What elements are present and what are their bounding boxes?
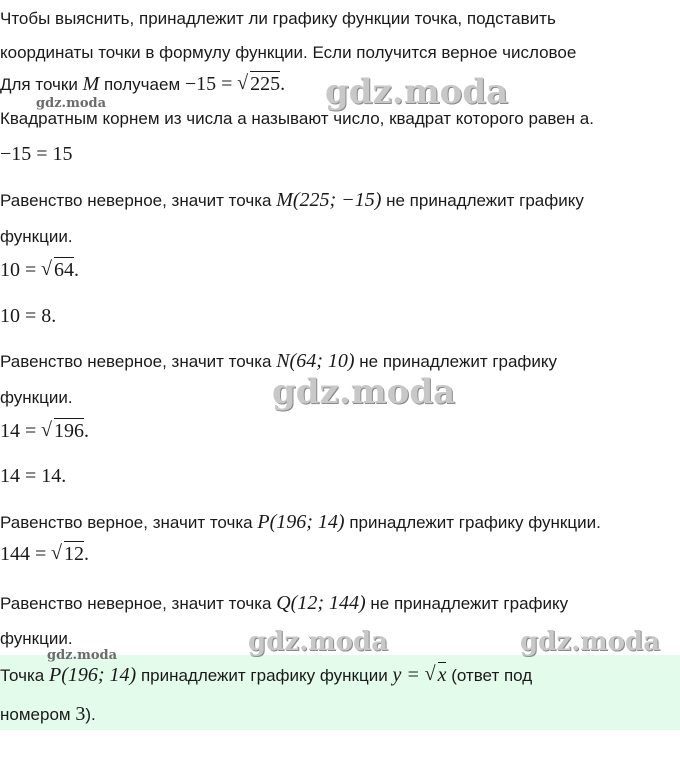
point-n-verdict-b: не принадлежит графику (359, 352, 558, 371)
point-q-verdict-b: не принадлежит графику (370, 594, 569, 613)
answer-middle: принадлежит графику функции (140, 666, 388, 685)
point-m-middle: получаем (103, 75, 181, 94)
intro-line-2: координаты точки в формулу функции. Если получится верное числовое (0, 43, 577, 62)
watermark-logo: gdz.moda (272, 372, 456, 412)
point-n-verdict (0, 350, 557, 373)
answer-func: y = (392, 664, 420, 686)
point-q-verdict (0, 592, 568, 615)
point-p-verdict-a: Равенство верное, значит точка (0, 513, 253, 532)
point-q-verdict-a: Равенство неверное, значит точка (0, 594, 272, 613)
point-q-coords: Q(12; 144) (276, 592, 366, 614)
point-m-prefix: Для точки (0, 75, 78, 94)
watermark-logo: gdz.moda (325, 72, 509, 112)
sqrt-definition: Квадратным корнем из числа a называют число, квадрат которого равен a. (0, 109, 594, 128)
point-m-equality: −15 = 15 (0, 143, 73, 165)
watermark-logo: gdz.moda (248, 627, 389, 657)
sqrt-12 (51, 543, 84, 565)
point-q-verdict-c: функции. (0, 629, 73, 648)
point-m-substitution (0, 73, 285, 96)
answer-suffix: (ответ под (451, 666, 533, 685)
sqrt-64 (41, 259, 74, 281)
point-n-substitution (0, 259, 79, 282)
sqrt-x (425, 664, 447, 686)
answer-box (0, 655, 680, 730)
watermark-small: gdz.moda (47, 648, 118, 663)
intro-line-1: Чтобы выяснить, принадлежит ли графику функции точка, подставить (0, 9, 556, 28)
point-m-end: . (280, 73, 286, 95)
answer-line-1 (0, 664, 532, 687)
point-p-substitution (0, 420, 89, 443)
sqrt-64-radicand: 64 (54, 259, 75, 281)
point-q-end: . (84, 543, 90, 565)
point-p-lhs: 14 = (0, 420, 37, 442)
point-m-verdict-b: не принадлежит графику (386, 191, 584, 210)
point-m-name: M (82, 73, 100, 95)
point-n-coords: N(64; 10) (276, 350, 355, 372)
sqrt-225-radicand: 225 (250, 73, 281, 95)
point-n-end: . (74, 259, 80, 281)
point-n-lhs: 10 = (0, 259, 37, 281)
answer-number: 3 (75, 703, 86, 725)
answer-prefix: Точка (0, 666, 45, 685)
answer-point: P(196; 14) (49, 664, 137, 686)
point-p-verdict (0, 511, 601, 534)
point-p-equality: 14 = 14. (0, 465, 67, 487)
answer-line-2-a: номером (0, 705, 71, 724)
point-m-coords: M(225; −15) (276, 189, 382, 211)
sqrt-196-radicand: 196 (54, 420, 85, 442)
sqrt-196 (41, 420, 84, 442)
point-m-verdict-c: функции. (0, 227, 73, 246)
point-q-substitution (0, 543, 89, 566)
watermark-small: gdz.moda (36, 96, 107, 111)
point-n-equality: 10 = 8. (0, 305, 57, 327)
answer-line-2-b: ). (85, 705, 96, 724)
point-m-lhs: −15 = (184, 73, 233, 95)
point-p-end: . (84, 420, 90, 442)
sqrt-12-radicand: 12 (64, 543, 85, 565)
watermark-logo: gdz.moda (520, 627, 661, 657)
point-n-verdict-a: Равенство неверное, значит точка (0, 352, 272, 371)
point-n-verdict-c: функции. (0, 388, 73, 407)
point-q-lhs: 144 = (0, 543, 47, 565)
point-p-coords: P(196; 14) (257, 511, 345, 533)
point-m-verdict (0, 189, 584, 212)
answer-line-2 (0, 703, 96, 726)
sqrt-x-radicand: x (437, 664, 447, 686)
point-p-verdict-b: принадлежит графику функции. (349, 513, 601, 532)
sqrt-225 (237, 73, 280, 95)
point-m-verdict-a: Равенство неверное, значит точка (0, 191, 272, 210)
